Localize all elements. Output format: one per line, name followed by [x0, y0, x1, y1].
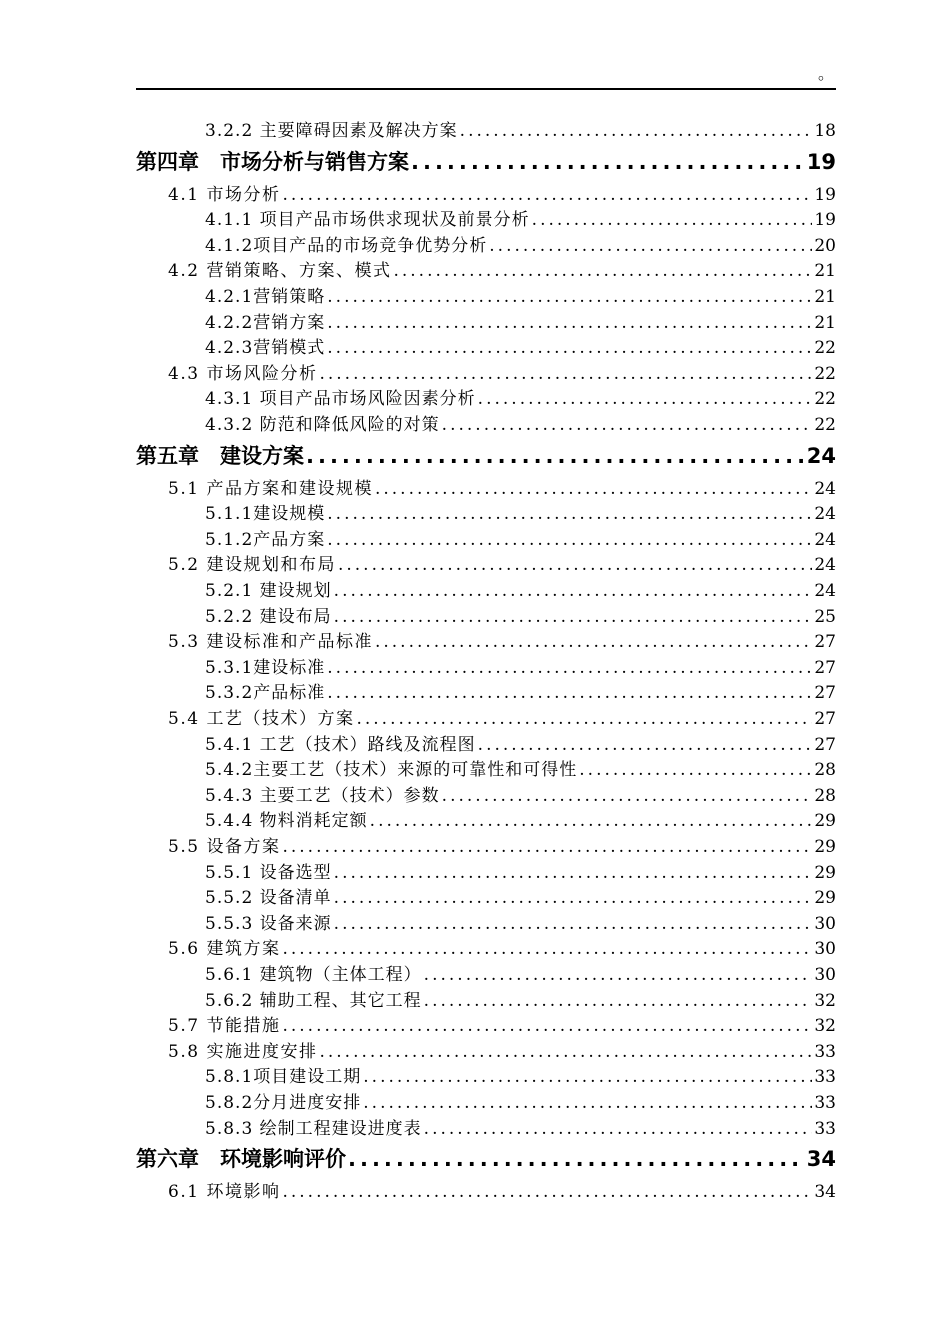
toc-entry[interactable] — [168, 627, 836, 651]
toc-entry[interactable] — [168, 832, 836, 856]
toc-entry-title: 4.1.2项目产品的市场竞争优势分析 — [205, 235, 488, 255]
toc-entry-title: 5.1.2产品方案 — [205, 529, 326, 549]
toc-leader-dots — [532, 210, 813, 229]
toc-entry[interactable] — [205, 1088, 836, 1112]
toc-entry[interactable] — [205, 678, 836, 702]
toc-entry[interactable] — [205, 205, 836, 229]
toc-entry-page: 32 — [814, 1016, 836, 1036]
toc-entry-title: 5.6.2 辅助工程、其它工程 — [205, 990, 422, 1010]
toc-entry-title: 5.2.1 建设规划 — [205, 581, 332, 600]
toc-entry-title: 5.5 设备方案 — [168, 837, 281, 856]
toc-entry[interactable] — [205, 806, 836, 830]
toc-entry[interactable] — [168, 180, 836, 204]
toc-entry[interactable] — [205, 525, 836, 549]
toc-entry-title: 第四章 市场分析与销售方案 — [136, 149, 409, 174]
toc-entry-page: 24 — [814, 555, 836, 575]
toc-entry[interactable] — [205, 116, 836, 140]
toc-leader-dots — [282, 939, 812, 958]
toc-entry-title: 5.4.3 主要工艺（技术）参数 — [205, 785, 440, 805]
toc-entry-title: 5.2.2 建设布局 — [205, 606, 332, 626]
toc-leader-dots — [375, 632, 812, 651]
toc-entry-page: 19 — [806, 149, 836, 174]
toc-entry-page: 21 — [814, 261, 836, 281]
toc-entry[interactable] — [205, 986, 836, 1010]
toc-leader-dots — [478, 389, 813, 408]
toc-entry-page: 24 — [814, 504, 836, 524]
toc-entry-title: 4.2.1营销策略 — [205, 287, 326, 306]
toc-leader-dots — [348, 1147, 805, 1171]
toc-entry[interactable] — [205, 231, 836, 255]
toc-entry-title: 5.4 工艺（技术）方案 — [168, 709, 355, 728]
toc-leader-dots — [334, 863, 813, 882]
toc-entry-page: 19 — [814, 210, 836, 230]
toc-entry-title: 4.3 市场风险分析 — [168, 363, 318, 383]
toc-leader-dots — [363, 1093, 812, 1112]
toc-entry[interactable] — [205, 858, 836, 882]
toc-entry-page: 24 — [806, 443, 836, 468]
toc-entry-title: 5.5.3 设备来源 — [205, 913, 332, 933]
toc-entry-page: 29 — [814, 811, 836, 831]
toc-entry-page: 20 — [814, 235, 836, 255]
toc-entry-page: 29 — [814, 837, 836, 856]
toc-leader-dots — [370, 811, 813, 830]
toc-entry[interactable] — [205, 883, 836, 907]
toc-entry-title: 4.1 市场分析 — [168, 184, 281, 204]
toc-entry-title: 5.8.2分月进度安排 — [205, 1093, 362, 1112]
toc-entry[interactable] — [205, 781, 836, 805]
toc-entry[interactable] — [168, 1037, 836, 1061]
toc-chapter-entry[interactable] — [136, 440, 836, 470]
toc-entry-page: 18 — [814, 121, 836, 140]
toc-entry-title: 5.2 建设规划和布局 — [168, 555, 336, 575]
toc-leader-dots — [393, 261, 812, 280]
toc-entry-title: 5.8.1项目建设工期 — [205, 1067, 362, 1087]
toc-entry-page: 34 — [814, 1182, 836, 1202]
toc-entry-page: 27 — [814, 709, 836, 728]
toc-entry-title: 第六章 环境影响评价 — [136, 1147, 346, 1172]
toc-entry[interactable] — [205, 653, 836, 677]
toc-entry-title: 4.2 营销策略、方案、模式 — [168, 261, 392, 281]
toc-entry-title: 5.8 实施进度安排 — [168, 1041, 318, 1061]
toc-entry-page: 34 — [806, 1147, 836, 1172]
toc-entry[interactable] — [205, 730, 836, 754]
toc-entry-title: 5.3 建设标准和产品标准 — [168, 632, 373, 652]
toc-entry[interactable] — [205, 308, 836, 332]
toc-entry-title: 第五章 建设方案 — [136, 443, 304, 468]
toc-leader-dots — [327, 338, 812, 357]
toc-entry-page: 24 — [814, 581, 836, 600]
toc-leader-dots — [334, 607, 813, 626]
toc-entry[interactable] — [205, 410, 836, 434]
toc-entry[interactable] — [168, 934, 836, 958]
toc-entry-title: 4.2.3营销模式 — [205, 338, 326, 358]
toc-entry-title: 5.5.1 设备选型 — [205, 862, 332, 882]
toc-entry[interactable] — [168, 359, 836, 383]
toc-entry-page: 27 — [814, 734, 836, 754]
toc-entry-page: 22 — [814, 415, 836, 434]
toc-leader-dots — [424, 1119, 813, 1138]
toc-leader-dots — [327, 504, 812, 523]
toc-entry-page: 29 — [814, 862, 836, 882]
toc-leader-dots — [334, 914, 813, 933]
toc-entry[interactable] — [168, 1011, 836, 1035]
toc-leader-dots — [334, 581, 813, 600]
toc-leader-dots — [460, 121, 813, 140]
toc-entry-page: 22 — [814, 363, 836, 383]
toc-leader-dots — [442, 415, 813, 434]
toc-leader-dots — [338, 555, 812, 574]
toc-entry-title: 4.2.2营销方案 — [205, 312, 326, 332]
toc-entry-page: 29 — [814, 888, 836, 908]
toc-entry-title: 5.8.3 绘制工程建设进度表 — [205, 1118, 422, 1138]
toc-entry[interactable] — [205, 384, 836, 408]
toc-leader-dots — [282, 1182, 812, 1201]
toc-entry-page: 33 — [814, 1118, 836, 1138]
header-rule — [136, 88, 836, 90]
toc-leader-dots — [489, 236, 812, 255]
toc-entry-page: 21 — [814, 312, 836, 332]
toc-entry-title: 5.1 产品方案和建设规模 — [168, 478, 373, 498]
toc-entry-page: 24 — [814, 529, 836, 549]
toc-entry[interactable] — [205, 909, 836, 933]
toc-leader-dots — [282, 837, 812, 856]
toc-entry-page: 28 — [814, 760, 836, 780]
toc-leader-dots — [306, 444, 805, 468]
toc-leader-dots — [327, 530, 812, 549]
toc-entry-page: 22 — [814, 338, 836, 358]
toc-entry[interactable] — [205, 1114, 836, 1138]
toc-leader-dots — [282, 185, 812, 204]
toc-entry-page: 33 — [814, 1041, 836, 1061]
toc-entry-title: 5.5.2 设备清单 — [205, 888, 332, 908]
toc-entry-title: 6.1 环境影响 — [168, 1182, 281, 1202]
toc-leader-dots — [579, 760, 812, 779]
toc-entry[interactable] — [205, 960, 836, 984]
toc-leader-dots — [319, 1042, 812, 1061]
toc-leader-dots — [327, 313, 812, 332]
toc-entry[interactable] — [168, 256, 836, 280]
toc-entry-page: 33 — [814, 1093, 836, 1112]
toc-entry-page: 32 — [814, 990, 836, 1010]
toc-entry-page: 21 — [814, 287, 836, 306]
toc-leader-dots — [282, 1016, 812, 1035]
toc-leader-dots — [375, 479, 812, 498]
toc-entry[interactable] — [205, 499, 836, 523]
toc-entry-page: 30 — [814, 939, 836, 959]
toc-leader-dots — [327, 683, 812, 702]
toc-entry-page: 25 — [814, 606, 836, 626]
toc-entry-page: 19 — [814, 184, 836, 204]
toc-leader-dots — [327, 287, 812, 306]
toc-entry-page: 22 — [814, 389, 836, 409]
toc-entry-title: 5.4.4 物料消耗定额 — [205, 811, 368, 831]
toc-entry[interactable] — [168, 1177, 836, 1201]
toc-entry-title: 4.1.1 项目产品市场供求现状及前景分析 — [205, 210, 530, 230]
toc-entry[interactable] — [205, 576, 836, 600]
header-mark: 。 — [818, 64, 835, 83]
toc-leader-dots — [424, 991, 813, 1010]
toc-entry-title: 5.6.1 建筑物（主体工程） — [205, 965, 422, 984]
toc-entry-page: 28 — [814, 785, 836, 805]
toc-chapter-entry[interactable] — [136, 146, 836, 176]
toc-entry-page: 27 — [814, 657, 836, 677]
toc-leader-dots — [442, 786, 813, 805]
toc-leader-dots — [424, 965, 813, 984]
toc-entry-page: 27 — [814, 632, 836, 652]
toc-entry[interactable] — [205, 333, 836, 357]
toc-entry-page: 24 — [814, 478, 836, 498]
toc-entry[interactable] — [205, 602, 836, 626]
toc-entry[interactable] — [205, 755, 836, 779]
toc-chapter-entry[interactable] — [136, 1143, 836, 1173]
toc-entry-page: 33 — [814, 1067, 836, 1087]
toc-leader-dots — [319, 364, 812, 383]
toc-entry-title: 5.1.1建设规模 — [205, 504, 326, 524]
toc-entry[interactable] — [205, 1062, 836, 1086]
toc-entry-title: 4.3.2 防范和降低风险的对策 — [205, 415, 440, 434]
toc-entry-title: 5.7 节能措施 — [168, 1016, 281, 1036]
toc-leader-dots — [478, 735, 813, 754]
toc-entry[interactable] — [168, 474, 836, 498]
toc-entry-title: 4.3.1 项目产品市场风险因素分析 — [205, 389, 476, 409]
toc-entry[interactable] — [168, 550, 836, 574]
toc-leader-dots — [363, 1067, 812, 1086]
toc-leader-dots — [356, 709, 812, 728]
toc-entry-title: 5.4.1 工艺（技术）路线及流程图 — [205, 734, 476, 754]
toc-entry-title: 5.4.2主要工艺（技术）来源的可靠性和可得性 — [205, 760, 578, 780]
toc-entry-title: 5.3.2产品标准 — [205, 683, 326, 703]
toc-entry-title: 5.6 建筑方案 — [168, 939, 281, 959]
toc-entry-title: 5.3.1建设标准 — [205, 657, 326, 677]
toc-entry-title: 3.2.2 主要障碍因素及解决方案 — [205, 121, 458, 140]
toc-leader-dots — [327, 658, 812, 677]
toc-leader-dots — [411, 150, 805, 174]
toc-leader-dots — [334, 888, 813, 907]
toc-entry[interactable] — [168, 704, 836, 728]
toc-entry-page: 30 — [814, 965, 836, 984]
toc-entry[interactable] — [205, 282, 836, 306]
toc-entry-page: 27 — [814, 683, 836, 703]
toc-entry-page: 30 — [814, 913, 836, 933]
